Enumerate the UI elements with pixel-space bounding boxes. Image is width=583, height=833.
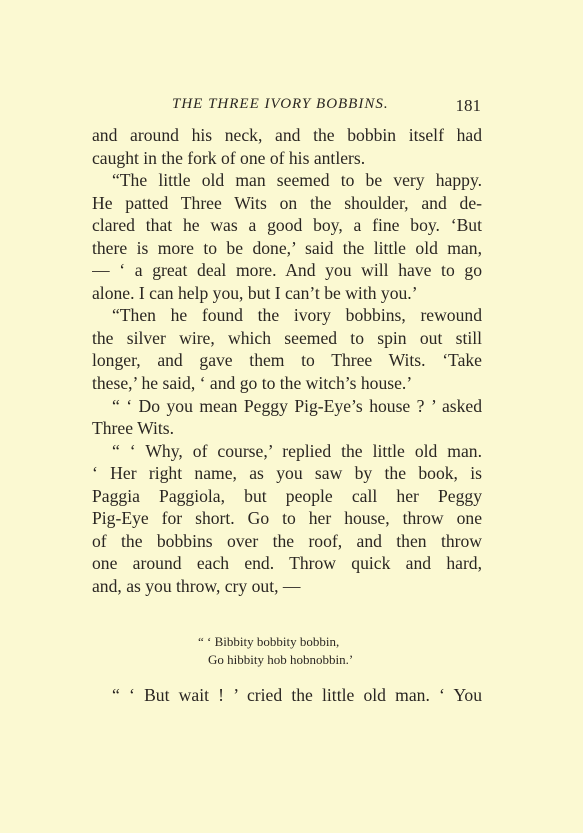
page-header bbox=[92, 96, 481, 116]
body-text bbox=[92, 124, 482, 597]
text-line: Pig-Eye for short. Go to her house, throw one bbox=[92, 508, 482, 529]
text-line: these,’ he said, ‘ and go to the witch’s house.’ bbox=[92, 373, 413, 394]
text-line: “ ‘ But wait ! ’ cried the little old man. ‘ You bbox=[112, 685, 482, 705]
page-number: 181 bbox=[455, 96, 481, 115]
text-line: caught in the fork of one of his antlers. bbox=[92, 147, 366, 168]
text-line: — ‘ a great deal more. And you will have to go bbox=[92, 260, 482, 281]
text-line: “ ‘ Do you mean Peggy Pig-Eye’s house ? ’ asked bbox=[112, 395, 482, 416]
text-line: alone. I can help you, but I can’t be with you.’ bbox=[92, 282, 418, 303]
text-line: of the bobbins over the roof, and then throw bbox=[92, 530, 482, 551]
text-line: the silver wire, which seemed to spin out still bbox=[92, 327, 482, 348]
text-line: and, as you throw, cry out, — bbox=[92, 575, 301, 596]
text-line: “ ‘ Why, of course,’ replied the little old man. bbox=[112, 440, 482, 461]
text-line: and around his neck, and the bobbin itself had bbox=[92, 125, 482, 145]
text-line: one around each end. Throw quick and hard, bbox=[92, 553, 482, 574]
text-line: He patted Three Wits on the shoulder, and de- bbox=[92, 192, 482, 213]
text-line: Three Wits. bbox=[92, 418, 175, 439]
text-line: “Then he found the ivory bobbins, rewound bbox=[112, 305, 482, 326]
running-title: THE THREE IVORY BOBBINS. bbox=[172, 96, 389, 112]
verse-line: Go hibbity hob hobnobbin.’ bbox=[208, 652, 354, 667]
text-line: Paggia Paggiola, but people call her Peggy bbox=[92, 485, 482, 506]
text-line: ‘ Her right name, as you saw by the book, is bbox=[92, 463, 482, 484]
verse-block bbox=[198, 633, 353, 669]
text-line: there is more to be done,’ said the little old man, bbox=[92, 237, 482, 258]
text-line: longer, and gave them to Three Wits. ‘Take bbox=[92, 350, 482, 371]
text-line: clared that he was a good boy, a fine boy. ‘But bbox=[92, 215, 482, 236]
verse-line: “ ‘ Bibbity bobbity bobbin, bbox=[198, 634, 340, 649]
text-line: “The little old man seemed to be very happy. bbox=[112, 170, 482, 191]
